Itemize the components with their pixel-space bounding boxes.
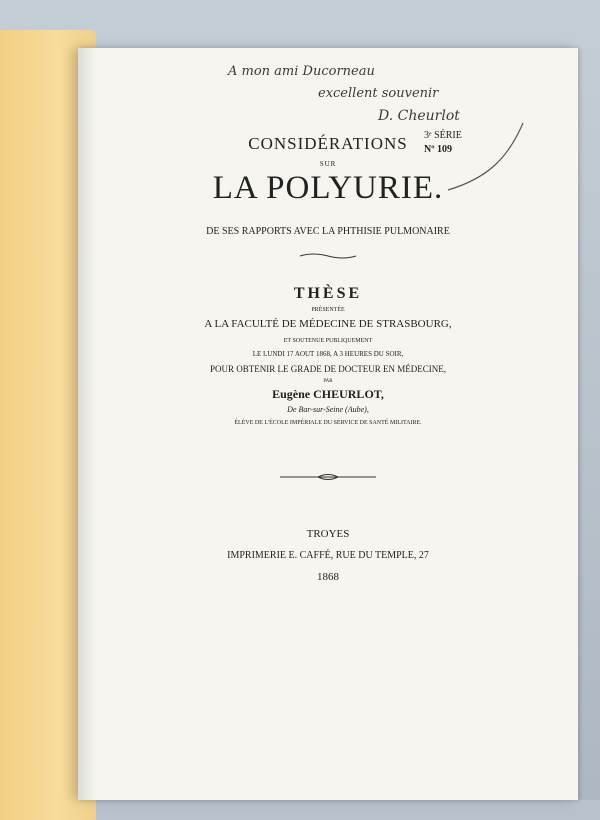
soutenue: ET SOUTENUE PUBLIQUEMENT [283, 338, 373, 344]
series-label: 3ᵉ SÉRIE [424, 130, 462, 141]
main-title: LA POLYURIE. [212, 170, 444, 206]
author-origin: De Bar-sur-Seine (Aube), [287, 405, 369, 414]
defense-date: LE LUNDI 17 AOUT 1868, A 3 HEURES DU SOIR, [252, 350, 404, 358]
dedication-line-2: excellent souvenir [318, 86, 439, 101]
author: Eugène CHEURLOT, [272, 387, 384, 401]
title-sur: SUR [319, 160, 337, 168]
subtitle: DE SES RAPPORTS AVEC LA PHTHISIE PULMONAIRE [206, 226, 450, 237]
ornament-1 [78, 252, 578, 260]
eleve: ÉLÈVE DE L'ÉCOLE IMPÉRIALE DU SERVICE DE SANTÉ MILITAIRE. [234, 420, 422, 426]
purpose: POUR OBTENIR LE GRADE DE DOCTEUR EN MÉDECINE, [210, 364, 446, 374]
series-number: Nº 109 [424, 144, 453, 155]
title-line-1: CONSIDÉRATIONS [248, 134, 408, 153]
imprint-printer: IMPRIMERIE E. CAFFÉ, RUE DU TEMPLE, 27 [227, 550, 429, 561]
title-page [78, 48, 578, 800]
dedication-signature: D. Cheurlot [378, 108, 460, 124]
imprint-city: TROYES [306, 528, 350, 540]
these-heading: THÈSE [293, 285, 363, 302]
page-gutter-shadow [78, 48, 96, 800]
par: PAR [323, 379, 333, 384]
imprint-year: 1868 [317, 571, 339, 583]
presentee: PRÉSENTÉE [311, 307, 345, 313]
dedication-line-1: A mon ami Ducorneau [228, 64, 375, 79]
ornament-2 [78, 472, 578, 482]
faculty: A LA FACULTÉ DE MÉDECINE DE STRASBOURG, [204, 318, 452, 330]
